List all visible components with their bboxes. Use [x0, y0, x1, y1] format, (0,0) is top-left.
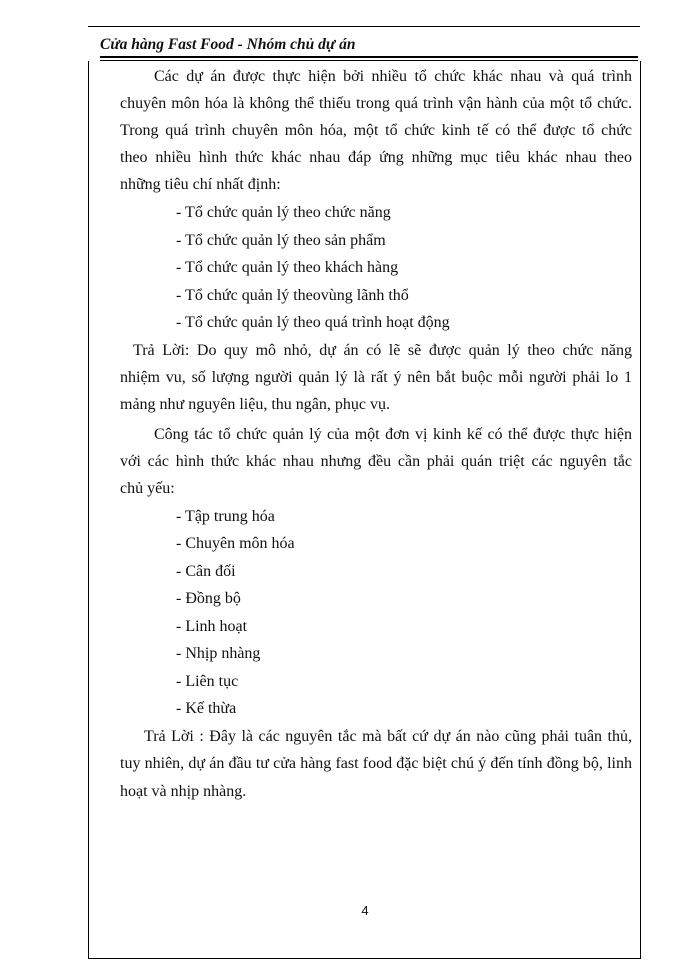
- intro-line: theo nhiều hình thức khác nhau đáp ứng những mục tiêu khác nhau theo: [120, 149, 632, 166]
- list-item: - Tập trung hóa: [176, 508, 275, 525]
- header-rule-thick: [100, 56, 638, 58]
- principles-line: Công tác tổ chức quản lý của một đơn vị kinh kế có thể được thực hiện: [154, 426, 632, 443]
- principles-line: với các hình thức khác nhau nhưng đều cần phải quán triệt các nguyên tắc: [120, 453, 632, 470]
- answer-line: hoạt và nhịp nhàng.: [120, 783, 247, 800]
- list-item: - Cân đối: [176, 563, 236, 580]
- list-item: - Tổ chức quản lý theovùng lãnh thổ: [176, 287, 409, 304]
- header-rule-thin: [100, 60, 638, 61]
- list-item: - Tổ chức quản lý theo quá trình hoạt động: [176, 314, 450, 331]
- list-item: - Kế thừa: [176, 700, 237, 717]
- list-item: - Tổ chức quản lý theo chức năng: [176, 204, 391, 221]
- page-border-left: [88, 61, 89, 959]
- list-item: - Linh hoạt: [176, 618, 248, 635]
- page-border-bottom: [88, 958, 640, 959]
- page-header-title: Cửa hàng Fast Food - Nhóm chủ dự án: [100, 36, 356, 53]
- intro-line: chuyên môn hóa là không thể thiếu trong quá trình vận hành của một tổ chức.: [120, 95, 632, 112]
- list-item: - Nhịp nhàng: [176, 645, 261, 662]
- list-item: - Tổ chức quản lý theo khách hàng: [176, 259, 399, 276]
- list-item: - Đồng bộ: [176, 590, 241, 607]
- list-item: - Liên tục: [176, 673, 239, 690]
- page-border-right: [640, 61, 641, 959]
- intro-line: Các dự án được thực hiện bởi nhiều tổ chức khác nhau và quá trình: [154, 68, 632, 85]
- answer-line: mảng như nguyên liệu, thu ngân, phục vụ.: [120, 396, 390, 413]
- intro-line: Trong quá trình chuyên môn hóa, một tổ chức kinh tế có thể được tổ chức: [120, 122, 632, 139]
- answer-line: nhiệm vu, số lượng người quản lý là rất ý nên bắt buộc mỗi người phải lo 1: [120, 369, 632, 386]
- intro-line: những tiêu chí nhất định:: [120, 176, 281, 193]
- principles-line: chủ yếu:: [120, 480, 175, 497]
- list-item: - Tổ chức quản lý theo sản phẩm: [176, 232, 386, 249]
- answer-line: Trả Lời: Do quy mô nhỏ, dự án có lẽ sẽ được quản lý theo chức năng: [133, 342, 632, 359]
- page-border-top: [88, 26, 640, 27]
- answer-line: Trả Lời : Đây là các nguyên tắc mà bất cứ dự án nào cũng phải tuân thủ,: [144, 728, 632, 745]
- answer-line: tuy nhiên, dự án đầu tư cửa hàng fast food đặc biệt chú ý đến tính đồng bộ, linh: [120, 755, 632, 772]
- page-number: 4: [361, 903, 369, 918]
- list-item: - Chuyên môn hóa: [176, 535, 295, 552]
